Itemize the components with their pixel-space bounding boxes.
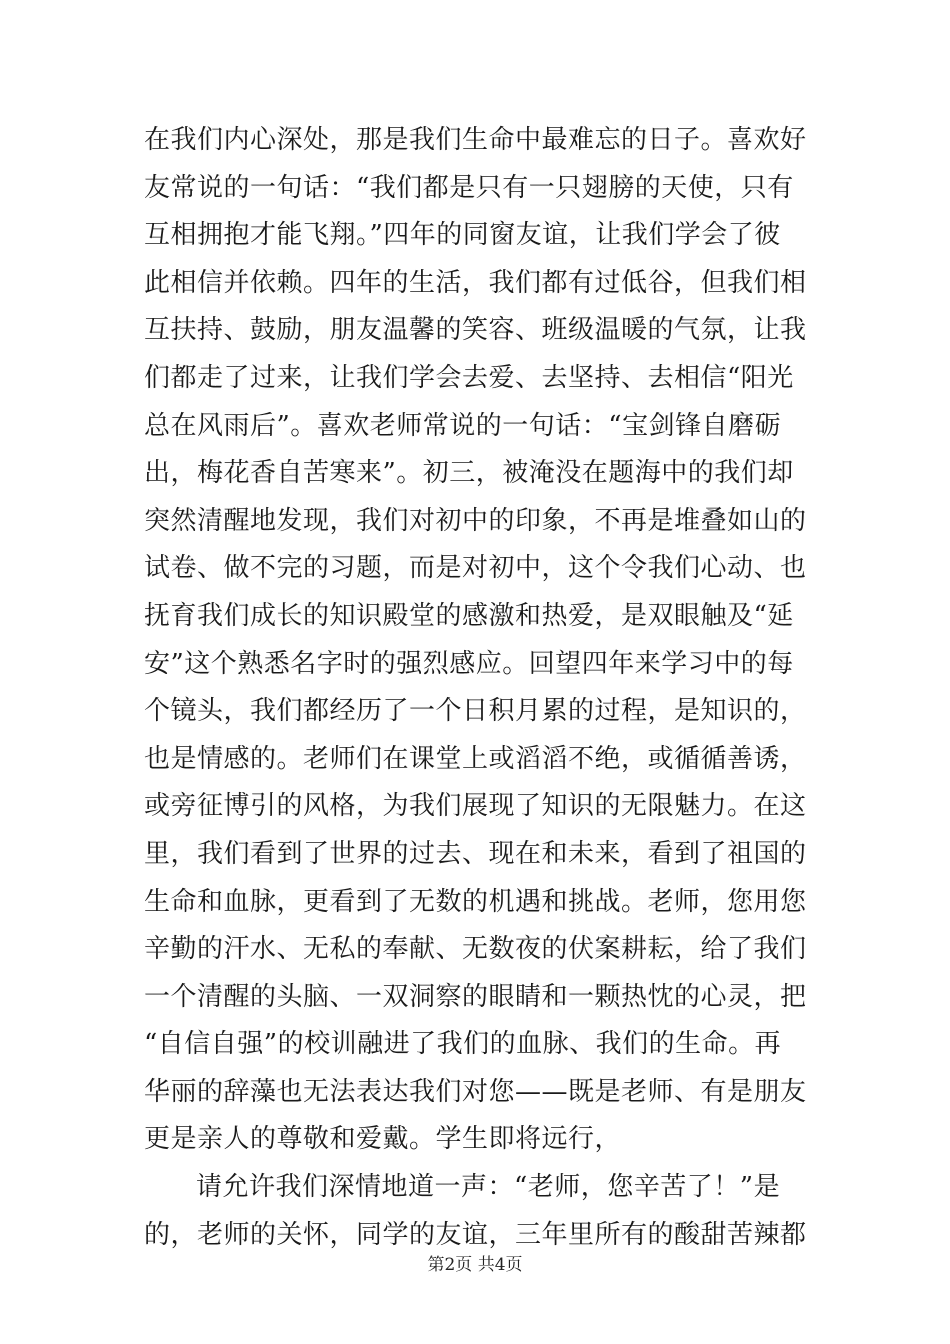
text-line: 生命和血脉，更看到了无数的机遇和挑战。老师，您用您: [144, 886, 807, 917]
text-line: 们都走了过来，让我们学会去爱、去坚持、去相信“阳光: [144, 362, 794, 393]
text-line: 或旁征博引的风格，为我们展现了知识的无限魅力。在这: [144, 791, 807, 822]
text-line: 更是亲人的尊敬和爱戴。学生即将远行，: [144, 1124, 622, 1155]
text-line: 辛勤的汗水、无私的奉献、无数夜的伏案耕耘，给了我们: [144, 934, 807, 965]
text-line: 华丽的辞藻也无法表达我们对您——既是老师、有是朋友: [144, 1076, 807, 1107]
text-line: 此相信并依赖。四年的生活，我们都有过低谷，但我们相: [144, 267, 807, 298]
text-line: 一个清醒的头脑、一双洞察的眼睛和一颗热忱的心灵，把: [144, 981, 807, 1012]
text-line: 安”这个熟悉名字时的强烈感应。回望四年来学习中的每: [144, 648, 794, 679]
text-line: 突然清醒地发现，我们对初中的印象，不再是堆叠如山的: [144, 505, 807, 536]
text-line: 在我们内心深处，那是我们生命中最难忘的日子。喜欢好: [144, 125, 807, 155]
text-line: 友常说的一句话：“我们都是只有一只翅膀的天使，只有: [144, 172, 794, 203]
text-line: 试卷、做不完的习题，而是对初中，这个令我们心动、也: [144, 553, 807, 584]
page-number-footer: 第2页 共4页: [427, 1255, 523, 1275]
paragraph-start-line: 请允许我们深情地道一声：“老师，您辛苦了！”是: [196, 1172, 781, 1203]
text-line: 出，梅花香自苦寒来”。初三，被淹没在题海中的我们却: [144, 458, 794, 489]
text-line: 也是情感的。老师们在课堂上或滔滔不绝，或循循善诱，: [144, 743, 807, 774]
text-line: 的，老师的关怀，同学的友谊，三年里所有的酸甜苦辣都: [144, 1219, 807, 1250]
text-line: 里，我们看到了世界的过去、现在和未来，看到了祖国的: [144, 838, 807, 869]
text-line: 总在风雨后”。喜欢老师常说的一句话：“宝剑锋自磨砺: [144, 410, 782, 441]
text-line: 个镜头，我们都经历了一个日积月累的过程，是知识的，: [144, 696, 807, 727]
text-line: 抚育我们成长的知识殿堂的感激和热爱，是双眼触及“延: [144, 600, 794, 631]
text-line: 互相拥抱才能飞翔。”四年的同窗友谊，让我们学会了彼: [144, 220, 781, 251]
text-line: “自信自强”的校训融进了我们的血脉、我们的生命。再: [144, 1029, 782, 1060]
text-line: 互扶持、鼓励，朋友温馨的笑容、班级温暖的气氛，让我: [144, 315, 807, 346]
body-text: [144, 117, 814, 1259]
